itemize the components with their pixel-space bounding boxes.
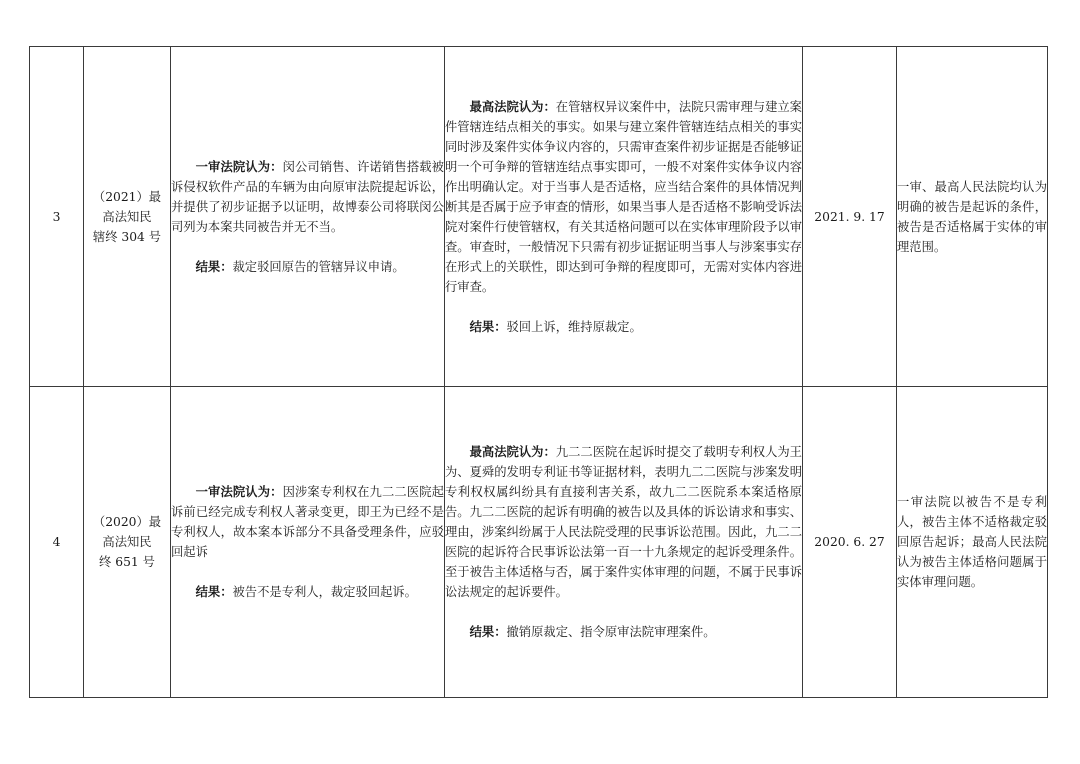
result-label: 结果：: [469, 624, 507, 639]
supreme-court-text: 九二二医院在起诉时提交了载明专利权人为王为、夏舜的发明专利证书等证据材料，表明九二二医院与涉案发明专利权权属纠纷具有直接利害关系，故九二二医院系本案适格原告。九二二医院的起诉有明确的被告以及具体的诉讼请求和事实、理由，涉案纠纷属于人民法院受理的民事诉讼范围。因此，九二二医院的起诉符合民事诉讼法第一百一十九条规定的起诉受理条件。至于被告主体适格与否，属于案件实体审理的问题，不属于民事诉讼法规定的起诉要件。: [445, 445, 802, 599]
supreme-court-label: 最高法院认为：: [469, 98, 556, 114]
decision-date: 2021. 9. 17: [803, 47, 897, 387]
result-text: 被告不是专利人，裁定驳回起诉。: [232, 585, 417, 599]
result-text: 驳回上诉，维持原裁定。: [506, 319, 642, 334]
result-label: 结果：: [469, 318, 507, 334]
decision-date: 2020. 6. 27: [803, 387, 897, 698]
case-number-line: （2021）最: [92, 189, 162, 204]
table-row: [30, 47, 1048, 387]
case-number: [84, 47, 171, 387]
case-number-line: 辖终 304 号: [92, 229, 162, 244]
first-instance-label: 一审法院认为：: [195, 158, 283, 174]
supreme-court-label: 最高法院认为：: [469, 444, 556, 459]
case-table: [29, 46, 1048, 698]
row-number: 3: [30, 47, 84, 387]
supreme-court-opinion: [445, 47, 803, 387]
row-number: 4: [30, 387, 84, 698]
case-number-line: 终 651 号: [99, 555, 155, 569]
first-instance-opinion: [171, 387, 445, 698]
first-instance-text: 因涉案专利权在九二二医院起诉前已经完成专利权人著录变更，即王为已经不是专利权人，故本案本诉部分不具备受理条件，应驳回起诉: [171, 485, 444, 559]
first-instance-opinion: [171, 47, 445, 387]
result-text: 裁定驳回原告的管辖异议申请。: [232, 259, 405, 274]
case-number-line: （2020）最: [92, 515, 162, 529]
supreme-court-text: 在管辖权异议案件中，法院只需审理与建立案件管辖连结点相关的事实。如果与建立案件管辖连结点相关的事实同时涉及案件实体争议内容的，只需审查案件初步证据是否能够证明一个可争辩的管辖连结点事实即可，一般不对案件实体争议内容作出明确认定。对于当事人是否适格，应当结合案件的具体情况判断其是否属于应予审查的情形，如果当事人是否适格不影响受诉法院对案件行使管辖权，有关其适格问题可以在实体审理阶段予以审查。审查时，一般情况下只需有初步证据证明当事人与涉案事实存在形式上的关联性，即达到可争辩的程度即可，无需对实体内容进行审查。: [445, 99, 802, 294]
result-label: 结果：: [195, 258, 233, 274]
case-note: 一审、最高人民法院均认为明确的被告是起诉的条件，被告是否适格属于实体的审理范围。: [897, 47, 1048, 387]
result-label: 结果：: [195, 584, 233, 599]
case-number-line: 高法知民: [102, 535, 152, 549]
first-instance-label: 一审法院认为：: [195, 484, 283, 499]
case-number-line: 高法知民: [102, 209, 152, 224]
case-note: 一审法院以被告不是专利人，被告主体不适格裁定驳回原告起诉；最高人民法院认为被告主体适格问题属于实体审理问题。: [897, 387, 1048, 698]
first-instance-text: 闵公司销售、许诺销售搭载被诉侵权软件产品的车辆为由向原审法院提起诉讼，并提供了初步证据予以证明，故博泰公司将联闵公司列为本案共同被告并无不当。: [171, 159, 444, 234]
supreme-court-opinion: [445, 387, 803, 698]
result-text: 撤销原裁定、指令原审法院审理案件。: [506, 625, 716, 639]
table-row: [30, 387, 1048, 698]
case-number: [84, 387, 171, 698]
